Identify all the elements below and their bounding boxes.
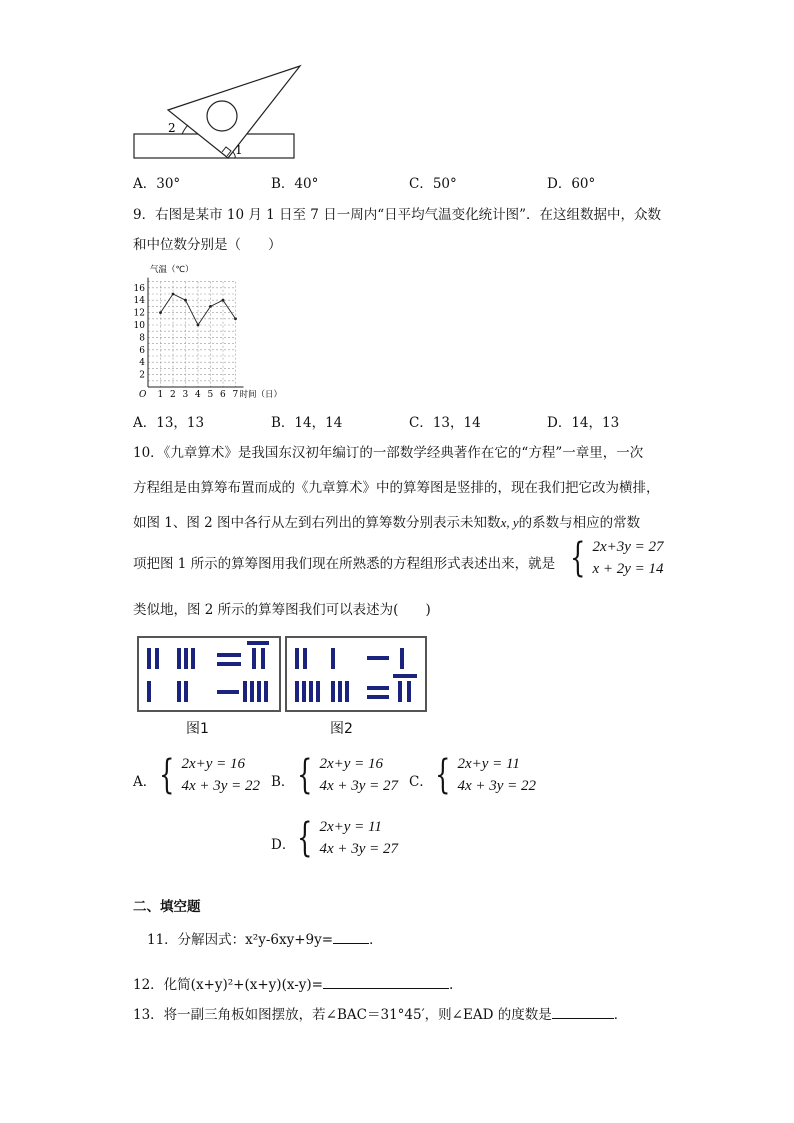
- temperature-data-point: [234, 317, 237, 320]
- q10-text-line3: [133, 511, 640, 531]
- q12-text: 12．化简(x+y)²+(x+y)(x-y)=: [133, 977, 323, 993]
- temperature-data-point: [172, 293, 175, 296]
- counting-rod: [331, 648, 335, 669]
- q10-text-line5: 类似地，图 2 所示的算筹图我们可以表述为( ): [133, 602, 431, 618]
- temperature-data-point: [197, 324, 200, 327]
- q11-end: ．: [369, 932, 383, 948]
- example-eq1: 2x+3y = 27: [592, 539, 664, 555]
- q12-answer-blank[interactable]: [323, 988, 449, 989]
- counting-rod: [217, 690, 239, 694]
- brace-icon: {: [570, 535, 586, 581]
- counting-rod: [316, 681, 320, 702]
- counting-rod: [250, 681, 254, 702]
- q9-option-b: B．14，14: [271, 415, 343, 431]
- q9-temperature-chart: [130, 262, 305, 402]
- counting-rod: [407, 681, 411, 702]
- counting-rod: [261, 648, 265, 669]
- q11-text: 11．分解因式：x²y-6xy+9y=: [147, 932, 334, 948]
- q9-option-c: C．13，14: [409, 415, 481, 431]
- q10-text-line1: 10．《九章算术》是我国东汉初年编订的一部数学经典著作在它的“方程”一章里，一次: [133, 445, 644, 461]
- counting-rod: [398, 681, 402, 702]
- counting-rod-figure-2: [285, 636, 427, 712]
- counting-rod: [302, 681, 306, 702]
- q11: [147, 928, 383, 948]
- q10-option-c-label: C．: [409, 774, 433, 790]
- y-tick-label: 2: [139, 370, 145, 381]
- x-tick-label: 2: [170, 390, 176, 400]
- q12-end: .: [448, 977, 454, 993]
- y-tick-label: 14: [133, 296, 145, 307]
- counting-rod-figure-1: [137, 636, 281, 712]
- y-tick-label: 12: [133, 308, 145, 319]
- q10-option-a-label: A．: [133, 774, 157, 790]
- q9-option-a: A．13，13: [133, 415, 205, 431]
- counting-rod: [367, 695, 389, 699]
- temperature-data-point: [222, 299, 225, 302]
- q10-option-b-label: B．: [271, 774, 295, 790]
- option-b-eq2: 4x + 3y = 27: [319, 778, 399, 794]
- q11-answer-blank[interactable]: [333, 943, 369, 944]
- counting-rod: [367, 686, 389, 690]
- q9-text-line1: 9．右图是某市 10 月 1 日至 7 日一周内“日平均气温变化统计图”．在这组数据中，众数: [133, 207, 661, 223]
- angle2-label: 2: [168, 121, 176, 135]
- counting-rod: [295, 681, 299, 702]
- q10-option-a-system: [154, 753, 260, 797]
- brace-icon: {: [297, 752, 313, 798]
- temperature-data-point: [209, 305, 212, 308]
- option-a-eq1: 2x+y = 16: [181, 756, 246, 772]
- x-tick-label: 6: [220, 390, 226, 400]
- q8-option-b: B．40°: [271, 176, 319, 192]
- x-tick-label: 3: [182, 390, 189, 400]
- brace-icon: {: [297, 815, 313, 861]
- counting-rod: [257, 681, 261, 702]
- counting-rod: [367, 656, 389, 660]
- x-tick-label: 5: [207, 390, 214, 400]
- counting-rod: [309, 681, 313, 702]
- triangle-hole-circle: [207, 101, 237, 131]
- origin-label: O: [139, 390, 147, 400]
- counting-rod: [400, 648, 404, 669]
- counting-rod: [217, 653, 241, 657]
- figure-1-caption: 图1: [186, 721, 209, 737]
- angle2-arc: [182, 125, 188, 134]
- counting-rod: [184, 681, 188, 702]
- y-tick-label: 8: [139, 333, 145, 344]
- q8-option-c: C．50°: [409, 176, 457, 192]
- q10-option-c-system: [430, 753, 536, 797]
- option-d-eq1: 2x+y = 11: [319, 819, 382, 835]
- q10-option-d-system: [292, 816, 398, 860]
- counting-rod: [177, 681, 181, 702]
- counting-rod: [393, 674, 417, 678]
- counting-rod: [147, 648, 151, 669]
- y-tick-label: 16: [133, 283, 145, 294]
- q8-option-a: A．30°: [133, 176, 181, 192]
- brace-icon: {: [159, 752, 175, 798]
- counting-rod: [191, 648, 195, 669]
- counting-rod: [345, 681, 349, 702]
- y-tick-label: 10: [133, 321, 145, 331]
- counting-rod: [184, 648, 188, 669]
- q13-text: 13．将一副三角板如图摆放，若∠BAC＝31°45′，则∠EAD 的度数是: [133, 1007, 552, 1023]
- x-tick-label: 1: [157, 390, 164, 400]
- x-tick-label: 4: [195, 390, 201, 400]
- temperature-data-point: [159, 311, 162, 314]
- counting-rod: [338, 681, 342, 702]
- counting-rod: [247, 641, 269, 645]
- q13-answer-blank[interactable]: [552, 1018, 614, 1019]
- q10-line3-a: 如图 1、图 2 图中各行从左到右列出的算筹数分别表示未知数: [133, 515, 501, 531]
- y-tick-label: 6: [139, 345, 145, 356]
- option-c-eq2: 4x + 3y = 22: [457, 778, 537, 794]
- q8-figure: [130, 62, 305, 162]
- option-a-eq2: 4x + 3y = 22: [181, 778, 261, 794]
- counting-rod: [303, 648, 307, 669]
- y-axis-title: 气温（℃）: [150, 265, 194, 275]
- section-2-title: 二、填空题: [133, 899, 201, 915]
- q9-text-line2: 和中位数分别是（ ）: [133, 237, 282, 253]
- q10-text-line4: 项把图 1 所示的算筹图用我们现在所熟悉的方程组形式表述出来，就是: [133, 556, 556, 572]
- q12: [133, 973, 453, 993]
- counting-rod: [243, 681, 247, 702]
- option-d-eq2: 4x + 3y = 27: [319, 841, 399, 857]
- option-b-eq1: 2x+y = 16: [319, 756, 384, 772]
- counting-rod: [295, 648, 299, 669]
- counting-rod: [217, 662, 241, 666]
- q13-end: ．: [613, 1007, 628, 1023]
- x-tick-label: 7: [232, 390, 239, 400]
- q9-option-d: D．14，13: [547, 415, 620, 431]
- q10-example-system: [565, 536, 664, 580]
- q10-line3-b: 的系数与相应的常数: [518, 515, 641, 531]
- example-eq2: x + 2y = 14: [592, 561, 664, 577]
- counting-rod: [177, 648, 181, 669]
- q13: [133, 1003, 627, 1023]
- q8-option-d: D．60°: [547, 176, 596, 192]
- q10-text-line2: 方程组是由算筹布置而成的《九章算术》中的算筹图是竖排的，现在我们把它改为横排，: [133, 480, 660, 496]
- angle1-label: 1: [235, 143, 243, 157]
- q10-line3-vars: x, y: [500, 515, 519, 530]
- counting-rod: [252, 648, 256, 669]
- counting-rod: [331, 681, 335, 702]
- q10-option-b-system: [292, 753, 398, 797]
- brace-icon: {: [435, 752, 451, 798]
- y-tick-label: 4: [139, 358, 145, 369]
- x-axis-title: 时间（日）: [239, 390, 283, 400]
- counting-rod: [147, 681, 151, 702]
- counting-rod: [155, 648, 159, 669]
- option-c-eq1: 2x+y = 11: [457, 756, 520, 772]
- q10-option-d-label: D．: [271, 837, 296, 853]
- figure-2-caption: 图2: [330, 721, 353, 737]
- counting-rod: [264, 681, 268, 702]
- temperature-data-point: [184, 299, 187, 302]
